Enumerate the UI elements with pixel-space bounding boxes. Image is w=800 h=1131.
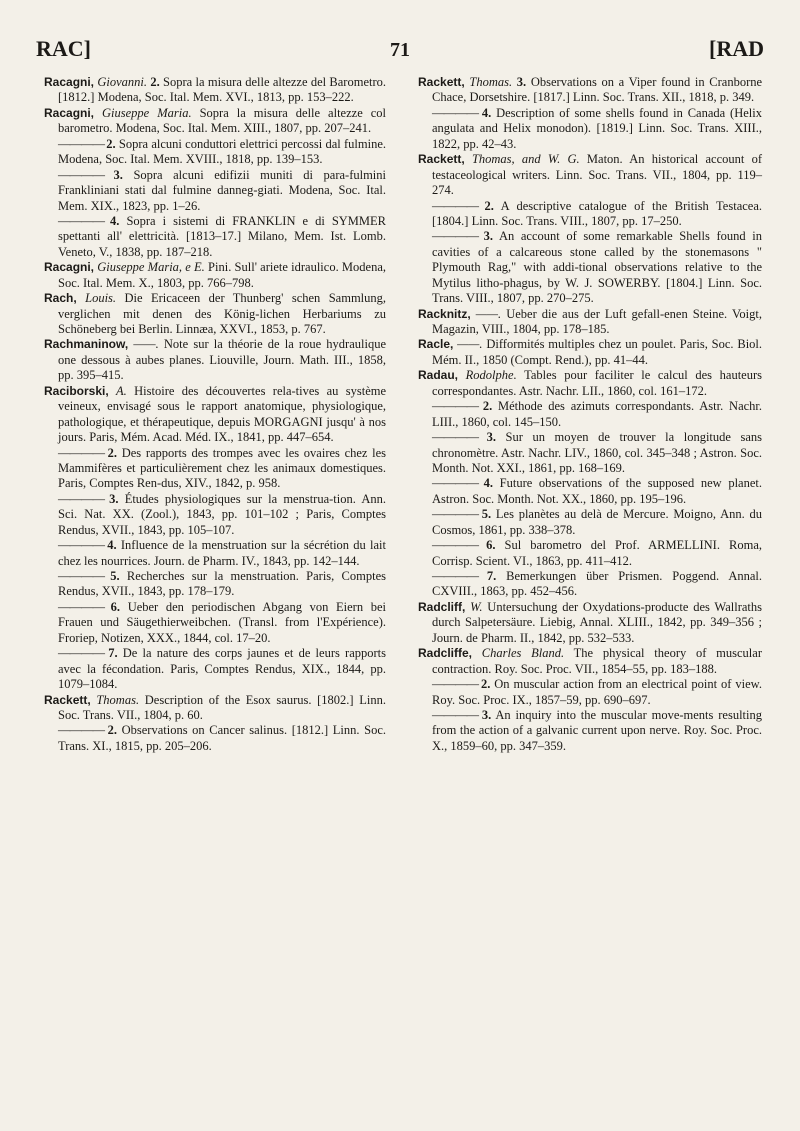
ditto-dash: ———— [58,136,107,151]
entry-text: Études physiologiques sur la menstrua-tion. Ann. Sci. Nat. XX. (Zool.), 1843, pp. 101–102 ; Paris, Comptes Rendus, XVII., 1843, pp. 105–107. [58,491,386,537]
header-range-start: RAC] [36,36,91,61]
entry-number: 2. [480,677,491,692]
entry-text: Des rapports des trompes avec les ovaires chez les Mammifères et particulièrement chez les animaux domestiques. Paris, Comptes Ren-dus, XIV., 1842, p. 958. [58,445,387,491]
entry-text: De la nature des corps jaunes et de leurs rapports avec la fécondation. Paris, Comptes Rendus, XIX., 1844, pp. 1079–1084. [58,646,387,692]
entry-text: Sul barometro del Prof. ARMELLINI. Roma, Corrisp. Scient. VI., 1863, pp. 411–412. [432,538,763,568]
bibliography-entry [418,337,762,368]
ditto-dash: ———— [432,399,483,414]
header-range-end: [RAD [709,36,764,61]
entry-text: An inquiry into the muscular move-ments resulting from the action of a galvanic current upon nerve. Roy. Soc. Proc. X., 1859–60, pp. 347–359. [432,707,762,753]
entry-number: 3. [483,229,494,244]
ditto-dash: ———— [432,677,481,692]
ditto-dash: ———— [432,430,487,445]
entry-author: Racagni, [44,260,95,275]
bibliography-entry [418,677,762,708]
ditto-dash: ———— [58,646,109,661]
entry-text: Les planètes au delà de Mercure. Moigno, Ann. du Cosmos, 1861, pp. 338–378. [432,507,763,537]
entry-number: 2. [107,445,118,460]
entry-number: 3. [113,167,123,182]
entry-author: Raciborski, [44,383,109,398]
ditto-dash: ———— [58,167,114,182]
entry-text: Ueber den periodischen Abgang von Eiern bei Frauen und Säugethierweibchen. (Transl. from l'Expérience). Froriep, Notizen, XXX., 1844, col. 17–20. [58,599,387,645]
entry-given-name: Charles Bland. [481,646,565,661]
page-header [36,36,764,66]
bibliography-entry [44,446,386,492]
bibliography-entry [418,538,762,569]
bibliography-entry [418,152,762,198]
entry-given-name: W. [470,599,483,614]
entry-given-name: Giuseppe Maria, e E. [97,260,205,275]
bibliography-entry [44,168,386,214]
ditto-dash: ———— [432,476,484,491]
entry-text: Bemerkungen über Prismen. Poggend. Annal. CXVIII., 1863, pp. 452–456. [432,569,762,599]
entry-number: 2. [106,136,116,151]
bibliography-entry [44,538,386,569]
bibliography-entry [44,600,386,646]
entry-text: Die Ericaceen der Thunberg' schen Sammlung, verglichen mit denen des König-lichen Herbariums zu Schöneberg bei Berlin. Linnæa, XXVI., 1853, p. 767. [58,291,387,336]
entry-text: Ueber die aus der Luft gefall-enen Steine. Voigt, Magazin, VIII., 1804, pp. 178–185. [432,306,763,336]
entry-given-name: Thomas, and W. G. [471,152,580,167]
entry-text: Méthode des azimuts correspondants. Astr. Nachr. LIII., 1860, col. 145–150. [432,399,763,429]
entry-text: Future observations of the supposed new planet. Astron. Soc. Month. Not. XX., 1860, pp. 195–196. [432,476,762,506]
entry-text: Maton. An historical account of testaceological writers. Linn. Soc. Trans. VII., 1804, pp. 119–274. [432,152,763,198]
bibliography-entry [44,723,386,754]
bibliography-entry [418,600,762,646]
bibliography-entry [44,137,386,168]
entry-text: Note sur la théorie de la roue hydraulique one dessous à aubes planes. Liouville, Journ. Math. III., 1858, pp. 395–415. [58,337,386,383]
bibliography-entry [418,199,762,230]
entry-text: Histoire des découvertes rela-tives au système veineux, envisagé sous le rapport anatomique, physiologique, pathologique, et thérapeutique, depuis MORGAGNI jusqu' à nos jours. Paris, Mém. Acad. Méd. IX., 1841, pp. 447–654. [58,383,387,445]
entry-number: 3. [516,75,527,89]
bibliography-entry [44,214,386,260]
entry-author: Rachmaninow, [44,337,129,352]
entry-text: Description of some shells found in Canada (Helix angulata and Helix monodon). [1819.] Linn. Soc. Trans. XIII., 1822, pp. 42–43. [432,105,762,151]
entry-author: Racagni, [44,105,95,120]
bibliography-entry [44,337,386,383]
ditto-dash: ———— [432,507,482,522]
entry-given-name: ——. [133,337,159,352]
entry-author: Rackett, [418,152,465,167]
entry-number: 4. [481,105,492,120]
ditto-dash: ———— [432,105,482,120]
entry-number: 3. [109,491,119,506]
entry-given-name: Rodolphe. [465,368,517,383]
bibliography-entry [418,476,762,507]
entry-number: 3. [481,707,492,722]
ditto-dash: ———— [58,538,108,553]
ditto-dash: ———— [58,445,108,460]
ditto-dash: ———— [58,599,111,614]
entry-author: Rackett, [44,692,91,707]
entry-number: 2. [150,75,160,89]
entry-text: Difformités multiples chez un poulet. Paris, Soc. Biol. Mém. II., 1850 (Compt. Rend.), pp. 41–44. [432,337,763,367]
bibliography-entry [418,229,762,306]
entry-text: Sur un moyen de trouver la longitude sans chronomètre. Astr. Nachr. LIV., 1860, col. 345–348 ; Astron. Soc. Month. Not. XXI., 1861, pp. 168–169. [432,430,763,475]
bibliography-entry [418,569,762,600]
bibliography-entry [418,507,762,538]
entry-author: Radcliffe, [418,646,473,661]
entry-author: Racle, [418,337,454,352]
ditto-dash: ———— [432,538,487,553]
entry-number: 4. [483,476,494,491]
right-column [418,75,762,754]
ditto-dash: ———— [58,569,111,583]
bibliography-entry [44,693,386,724]
entry-text: Untersuchung der Oxydations-producte des Wallraths durch Salpetersäure. Liebig, Annal. XLIII., 1842, pp. 349–356 ; Journ. de Pharm. II., 1842, pp. 532–533. [432,599,763,645]
entry-given-name: Giovanni. [97,75,147,89]
bibliography-entry [418,708,762,754]
left-column [44,75,386,754]
entry-number: 6. [110,599,121,614]
entry-author: Rach, [44,291,77,306]
entry-given-name: Thomas. [96,692,140,707]
entry-given-name: A. [116,383,127,398]
entry-author: Rackett, [418,75,465,89]
entry-given-name: Louis. [85,291,117,306]
entry-author: Racagni, [44,75,95,89]
bibliography-entry [44,384,386,446]
entry-text: An account of some remarkable Shells found in cavities of a calcareous stone called by the stonemasons " Plymouth Rag," with addi-tional observations relative to the Mytilus litho-phagus, by W. J. SOWERBY. [1804.] Linn. Soc. Trans. VIII., 1807, pp. 270–275. [432,229,763,306]
ditto-dash: ———— [58,723,108,738]
entry-text: Sopra la misura delle altezze del Barometro. [1812.] Modena, Soc. Ital. Mem. XVI., 1813, pp. 153–222. [58,75,387,105]
entry-given-name: Giuseppe Maria. [102,105,192,120]
bibliography-entry [44,291,386,337]
bibliography-entry [418,368,762,399]
entry-text: Description of the Esox saurus. [1802.] Linn. Soc. Trans. VII., 1804, p. 60. [58,692,386,722]
ditto-dash: ———— [58,213,111,228]
entry-author: Radcliff, [418,599,466,614]
entry-text: Sopra alcuni edifizii muniti di para-fulmini Frankliniani stati dal fulmine danneg-giati. Modena, Soc. Ital. Mem. XIX., 1823, pp. 1–26. [58,167,387,213]
entry-number: 2. [484,198,494,213]
entry-text: Pini. Sull' ariete idraulico. Modena, Soc. Ital. Mem. X., 1803, pp. 766–798. [58,260,386,290]
ditto-dash: ———— [432,707,482,722]
entry-text: Recherches sur la menstruation. Paris, Comptes Rendus, XVII., 1843, pp. 178–179. [58,569,386,599]
entry-text: Sopra la misura delle altezze col barometro. Modena, Soc. Ital. Mem. XIII., 1807, pp. 207–241. [58,105,386,136]
entry-number: 7. [108,646,118,661]
entry-number: 2. [482,399,493,414]
bibliography-entry [44,106,386,137]
entry-text: Sopra alcuni conduttori elettrici percossi dal fulmine. Modena, Soc. Ital. Mem. XVIII., 1818, pp. 139–153. [58,136,386,167]
ditto-dash: ———— [432,229,484,244]
entry-number: 5. [481,507,492,522]
ditto-dash: ———— [432,198,485,213]
entry-text: Observations on a Viper found in Cranborne Chace, Dorsetshire. [1817.] Linn. Soc. Trans. XII., 1818, p. 349. [432,75,763,105]
bibliography-entry [418,399,762,430]
entry-author: Racknitz, [418,306,471,321]
entry-author: Radau, [418,368,459,383]
entry-given-name: Thomas. [469,75,513,89]
entry-number: 3. [486,430,496,445]
bibliography-entry [44,569,386,600]
bibliography-entry [44,260,386,291]
bibliography-entry [418,430,762,476]
entry-number: 5. [110,569,120,583]
entry-text: Tables pour faciliter le calcul des hauteurs correspondantes. Astr. Nachr. LII., 1860, col. 161–172. [432,368,763,398]
entry-number: 2. [107,723,117,738]
bibliography-entry [44,492,386,538]
bibliography-entry [418,307,762,338]
ditto-dash: ———— [432,569,487,583]
entry-given-name: ——. [457,337,483,352]
entry-number: 6. [486,538,496,553]
entry-text: Observations on Cancer salinus. [1812.] Linn. Soc. Trans. XI., 1815, pp. 205–206. [58,723,386,753]
entry-text: Sopra i sistemi di FRANKLIN e di SYMMER spettanti all' elettricità. [1813–17.] Milano, Mem. Ist. Lomb. Veneto, V., 1838, pp. 187–218. [58,213,387,259]
entry-text: A descriptive catalogue of the British Testacea. [1804.] Linn. Soc. Trans. VIII., 1807, pp. 17–250. [432,198,763,228]
bibliography-entry [418,646,762,677]
bibliography-entry [418,75,762,106]
entry-number: 7. [486,569,497,583]
page-number: 71 [390,39,410,61]
entry-text: On muscular action from an electrical point of view. Roy. Soc. Proc. IX., 1857–59, pp. 690–697. [432,677,762,707]
entry-number: 4. [107,538,117,553]
entry-number: 4. [110,213,120,228]
bibliography-entry [44,646,386,692]
entry-text: Influence de la menstruation sur la sécrétion du lait chez les nourrices. Journ. de Pharm. IV., 1843, pp. 142–144. [58,538,386,568]
entry-text: The physical theory of muscular contraction. Roy. Soc. Proc. VII., 1854–55, pp. 183–188. [432,646,762,676]
bibliography-entry [418,106,762,152]
bibliography-entry [44,75,386,106]
ditto-dash: ———— [58,491,110,506]
entry-given-name: ——. [475,306,502,321]
